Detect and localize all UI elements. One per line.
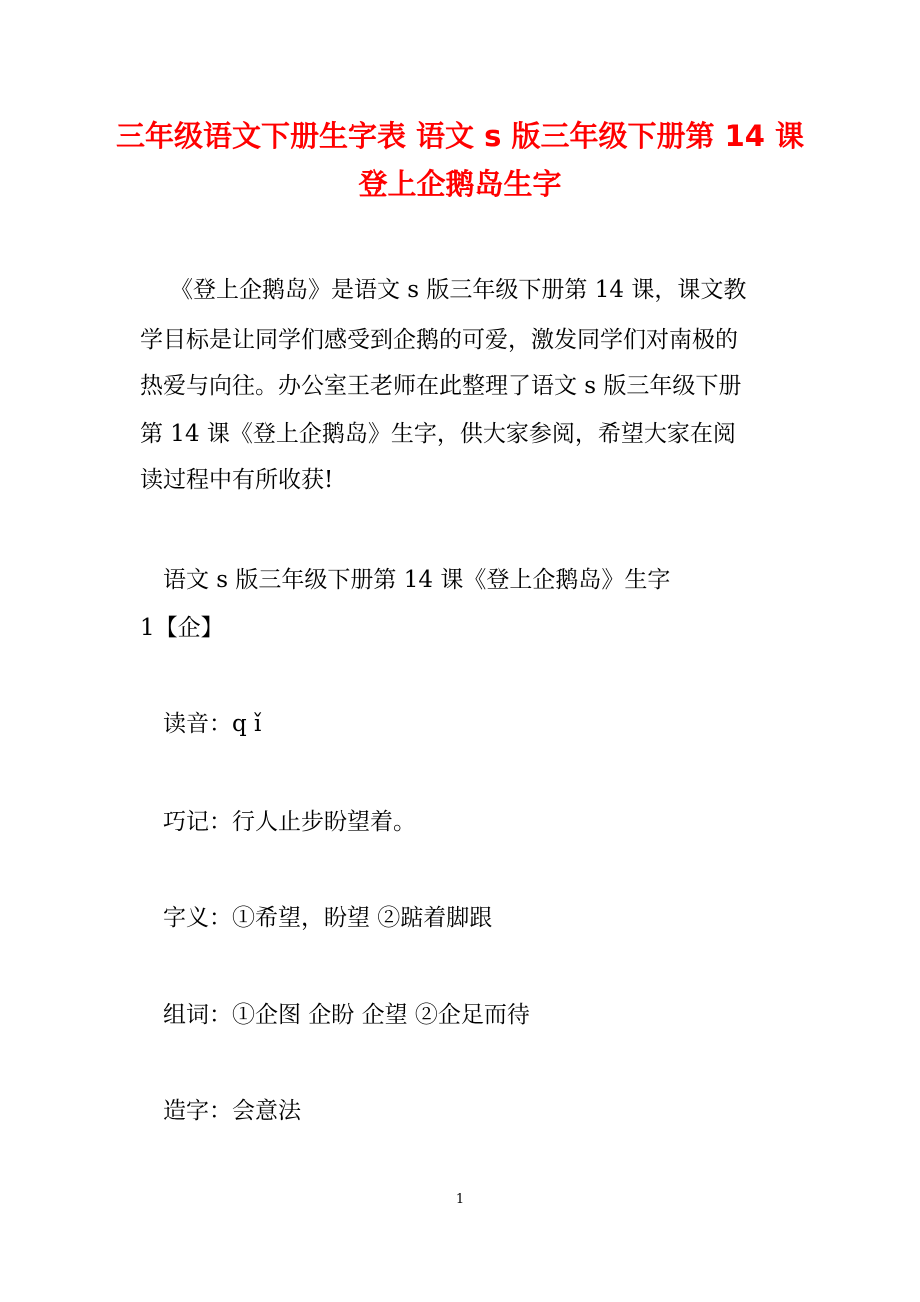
words-line: 组词：①企图 企盼 企望 ②企足而待 [163,1002,530,1028]
character-heading: 1【企】 [140,615,224,641]
intro-paragraph-line-5: 读过程中有所收获! [140,467,334,493]
page-number: 1 [455,1192,465,1207]
meaning-line: 字义：①希望，盼望 ②踮着脚跟 [163,905,493,931]
section-heading: 语文 s 版三年级下册第 14 课《登上企鹅岛》生字 [163,567,671,593]
reading-line: 读音：q ǐ [163,711,262,737]
intro-paragraph-line-1: 《登上企鹅岛》是语文 s 版三年级下册第 14 课，课文教 [170,277,747,303]
intro-paragraph-line-3: 热爱与向往。办公室王老师在此整理了语文 s 版三年级下册 [140,373,742,399]
document-title-line-2: 登上企鹅岛生字 [358,167,562,201]
intro-paragraph-line-2: 学目标是让同学们感受到企鹅的可爱，激发同学们对南极的 [140,327,738,353]
mnemonic-line: 巧记：行人止步盼望着。 [163,809,416,835]
intro-paragraph-line-4: 第 14 课《登上企鹅岛》生字，供大家参阅，希望大家在阅 [140,421,736,447]
document-title-line-1: 三年级语文下册生字表 语文 s 版三年级下册第 14 课 [115,119,805,153]
formation-line: 造字：会意法 [163,1098,301,1124]
